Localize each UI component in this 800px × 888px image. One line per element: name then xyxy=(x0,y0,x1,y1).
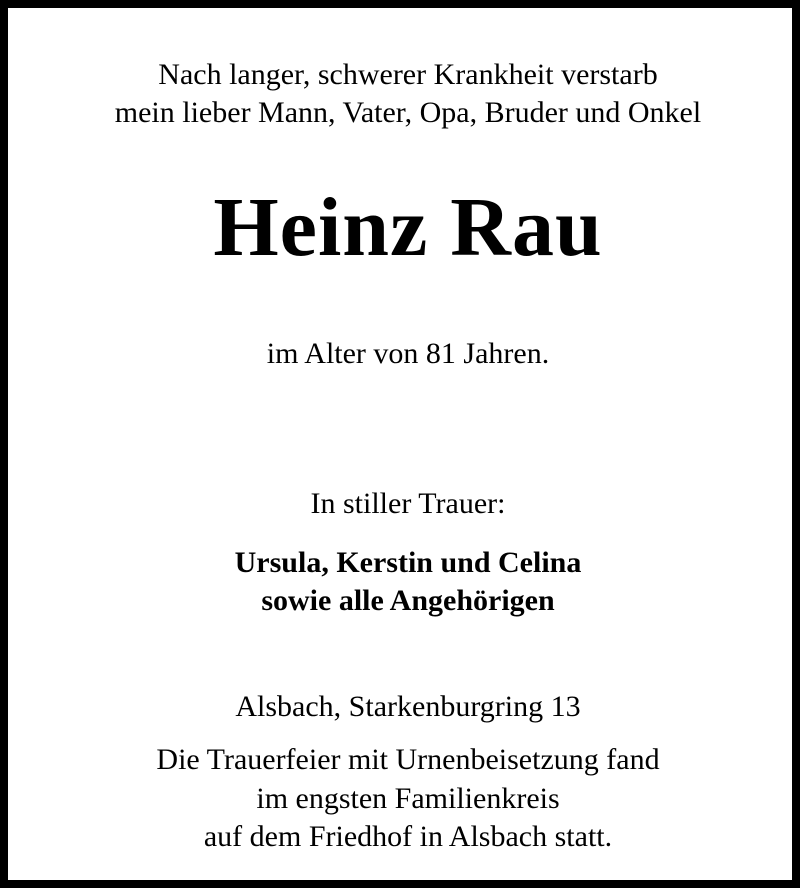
age-line: im Alter von 81 Jahren. xyxy=(266,337,550,370)
mourners-line-1: Ursula, Kerstin und Celina xyxy=(234,546,582,579)
ceremony-line-1: Die Trauerfeier mit Urnenbeisetzung fand xyxy=(156,743,660,776)
ceremony-line-3: auf dem Friedhof in Alsbach statt. xyxy=(203,820,613,853)
ceremony-line-2: im engsten Familienkreis xyxy=(256,782,560,815)
address: Alsbach, Starkenburgring 13 xyxy=(235,690,581,723)
mourners-line-2: sowie alle Angehörigen xyxy=(261,584,555,617)
deceased-name: Heinz Rau xyxy=(213,181,603,274)
mourning-label: In stiller Trauer: xyxy=(310,487,506,520)
intro-line-1: Nach langer, schwerer Krankheit verstarb xyxy=(158,58,658,91)
intro-line-2: mein lieber Mann, Vater, Opa, Bruder und Onkel xyxy=(114,96,702,129)
